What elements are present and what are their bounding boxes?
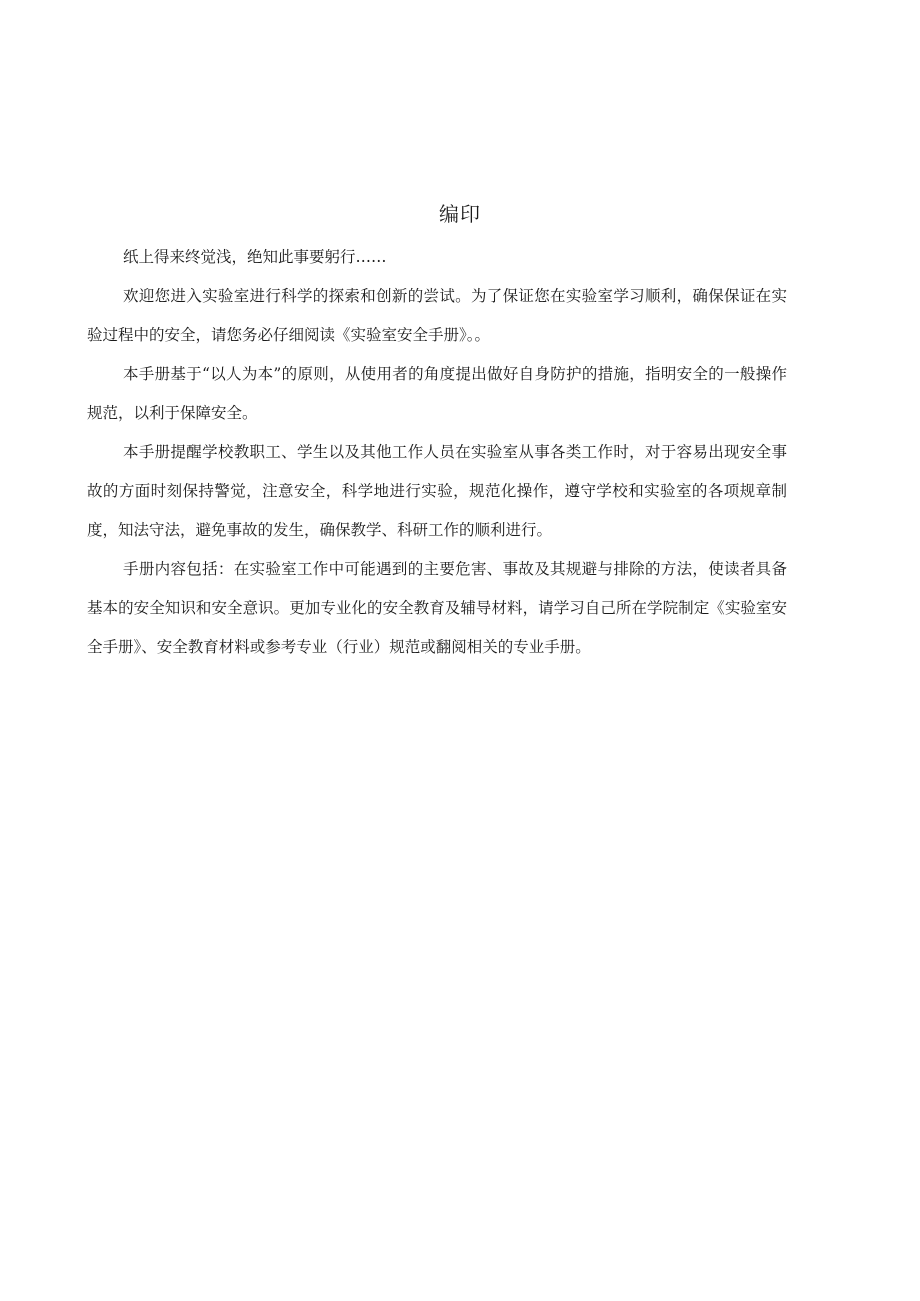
paragraph-contents: 手册内容包括：在实验室工作中可能遇到的主要危害、事故及其规避与排除的方法，使读者具备基本的安全知识和安全意识。更加专业化的安全教育及辅导材料，请学习自己所在学院制定《实验室安全手册》、安全教育材料或参考专业（行业）规范或翻阅相关的专业手册。 [87, 560, 787, 656]
page-title: 编印 [439, 202, 481, 226]
paragraph-reminder: 本手册提醒学校教职工、学生以及其他工作人员在实验室从事各类工作时，对于容易出现安全事故的方面时刻保持警觉，注意安全，科学地进行实验，规范化操作，遵守学校和实验室的各项规章制度，知法守法，避免事故的发生，确保教学、科研工作的顺利进行。 [87, 443, 787, 539]
paragraph-quote: 纸上得来终觉浅，绝知此事要躬行…… [123, 248, 387, 266]
paragraph-welcome: 欢迎您进入实验室进行科学的探索和创新的尝试。为了保证您在实验室学习顺利，确保保证在实验过程中的安全，请您务必仔细阅读《实验室安全手册》。。 [87, 287, 787, 344]
paragraph-principle: 本手册基于“以人为本”的原则，从使用者的角度提出做好自身防护的措施，指明安全的一般操作规范，以利于保障安全。 [87, 365, 787, 422]
